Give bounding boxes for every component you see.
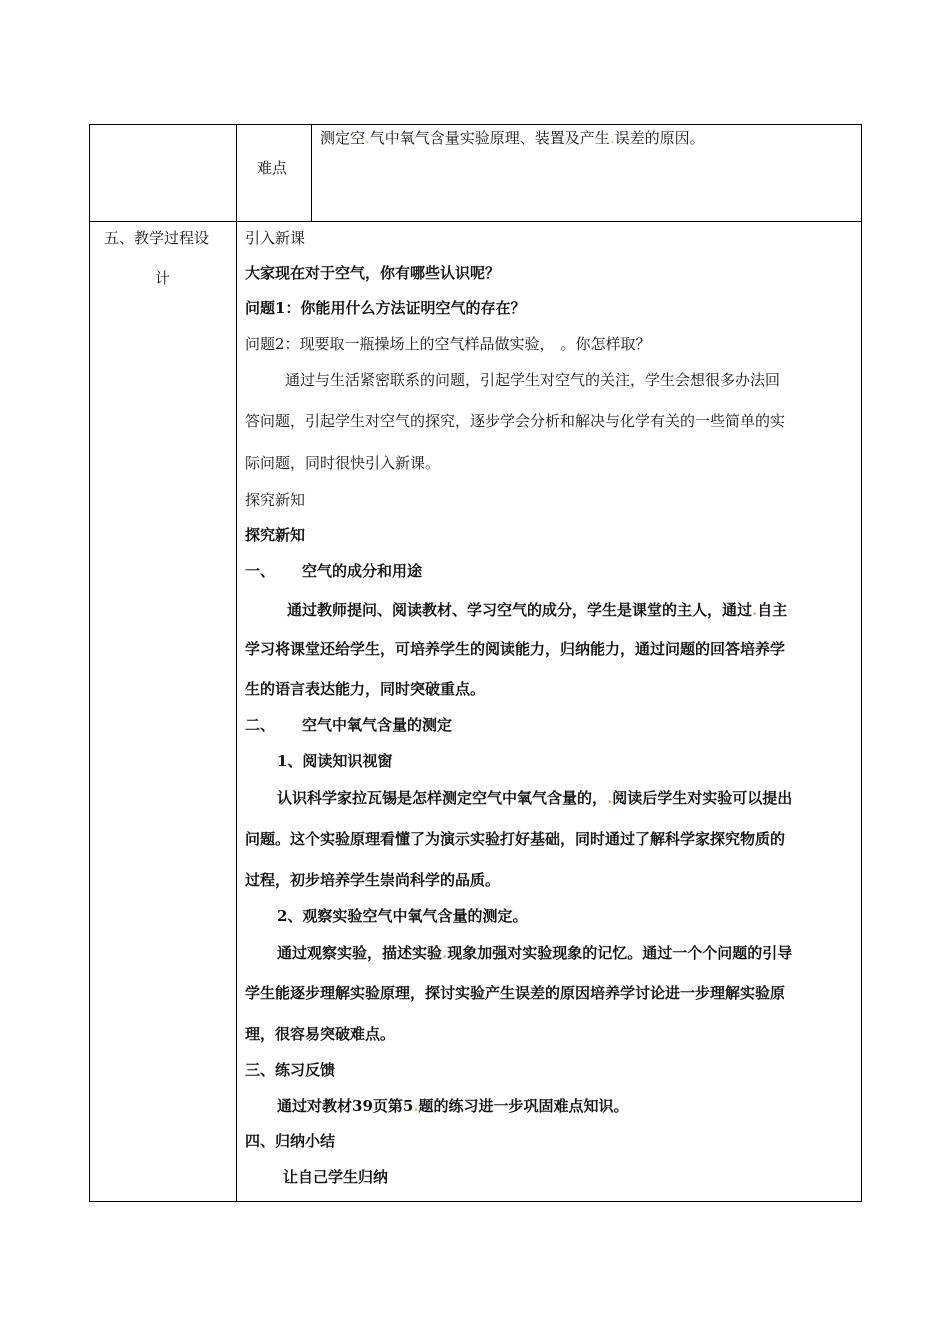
heading-explore-bold: 探究新知 <box>245 526 306 544</box>
section-2-number: 二、 <box>245 716 276 734</box>
paragraph-line: 学生能逐步理解实验原理，探讨实验产生误差的原因培养学讨论进一步理解实验原 <box>245 984 786 1002</box>
section-2-title: 空气中氧气含量的测定 <box>302 716 453 734</box>
mark-dot: . <box>609 129 615 147</box>
difficulty-label: 难点 <box>257 159 288 177</box>
paragraph-line: 让自己学生归纳 <box>283 1168 389 1186</box>
question-2-tail: 。你怎样取？ <box>560 335 651 353</box>
section-1-title: 空气的成分和用途 <box>302 562 423 580</box>
paragraph-line: 通过观察实验，描述实验.现象加强对实验现象的记忆。通过一个个问题的引导 <box>277 944 793 962</box>
difficulty-text-1: 测定空 <box>320 129 366 147</box>
table-top-border <box>89 124 862 125</box>
section-3-title: 三、练习反馈 <box>245 1061 336 1079</box>
heading-explore: 探究新知 <box>245 491 306 509</box>
mark-dot: . <box>752 601 758 619</box>
paragraph-line: 通过与生活紧密联系的问题，引起学生对空气的关注，学生会想很多办法回 <box>285 371 781 389</box>
difficulty-text-3: 误差的原因。 <box>614 129 705 147</box>
paragraph-line: 理，很容易突破难点。 <box>245 1025 396 1043</box>
column-divider <box>236 124 237 1202</box>
paragraph-line: 答问题，引起学生对空气的探究，逐步学会分析和解决与化学有关的一些简单的实 <box>245 412 786 430</box>
heading-intro: 引入新课 <box>245 229 306 247</box>
row-divider <box>89 221 862 222</box>
section-4-title: 四、归纳小结 <box>245 1132 336 1150</box>
paragraph-line: 学习将课堂还给学生，可培养学生的阅读能力，归纳能力，通过问题的回答培养学 <box>245 640 786 658</box>
difficulty-content <box>320 128 705 148</box>
section-label-line2: 计 <box>155 269 171 287</box>
inner-column-divider <box>311 124 312 222</box>
mark-dot: . <box>365 129 370 147</box>
paragraph-line: 生的语言表达能力，同时突破重点。 <box>245 680 486 698</box>
table-bottom-border <box>89 1201 862 1202</box>
mark-dot: . <box>413 1097 419 1115</box>
question-intro: 大家现在对于空气，你有哪些认识呢？ <box>245 264 501 282</box>
section-1-number: 一、 <box>245 562 276 580</box>
mark-dot: . <box>442 944 448 962</box>
mark-dot: . <box>607 789 613 807</box>
paragraph-line: 认识科学家拉瓦锡是怎样测定空气中氧气含量的，.阅读后学生对实验可以提出 <box>277 789 793 807</box>
paragraph-line: 通过对教材39页第5.题的练习进一步巩固难点知识。 <box>277 1097 629 1115</box>
subsection-2: 2、观察实验空气中氧气含量的测定。 <box>277 907 528 925</box>
paragraph-line: 际问题，同时很快引入新课。 <box>245 454 441 472</box>
difficulty-text-2: 气中氧气含量实验原理、装置及产生 <box>369 129 610 147</box>
paragraph-line: 问题。这个实验原理看懂了为演示实验打好基础，同时通过了解科学家探究物质的 <box>245 830 786 848</box>
subsection-1: 1、阅读知识视窗 <box>277 752 393 770</box>
question-2-text: 问题2：现要取一瓶操场上的空气样品做实验， <box>245 335 555 353</box>
question-2 <box>245 334 651 354</box>
section-label-line1: 五、教学过程设 <box>104 229 210 247</box>
question-1: 问题1：你能用什么方法证明空气的存在？ <box>245 299 526 317</box>
paragraph-line: 通过教师提问、阅读教材、学习空气的成分，学生是课堂的主人，通过.自主 <box>287 601 788 619</box>
paragraph-line: 过程，初步培养学生崇尚科学的品质。 <box>245 871 501 889</box>
table-left-border <box>89 124 90 1202</box>
table-right-border <box>861 124 862 1202</box>
